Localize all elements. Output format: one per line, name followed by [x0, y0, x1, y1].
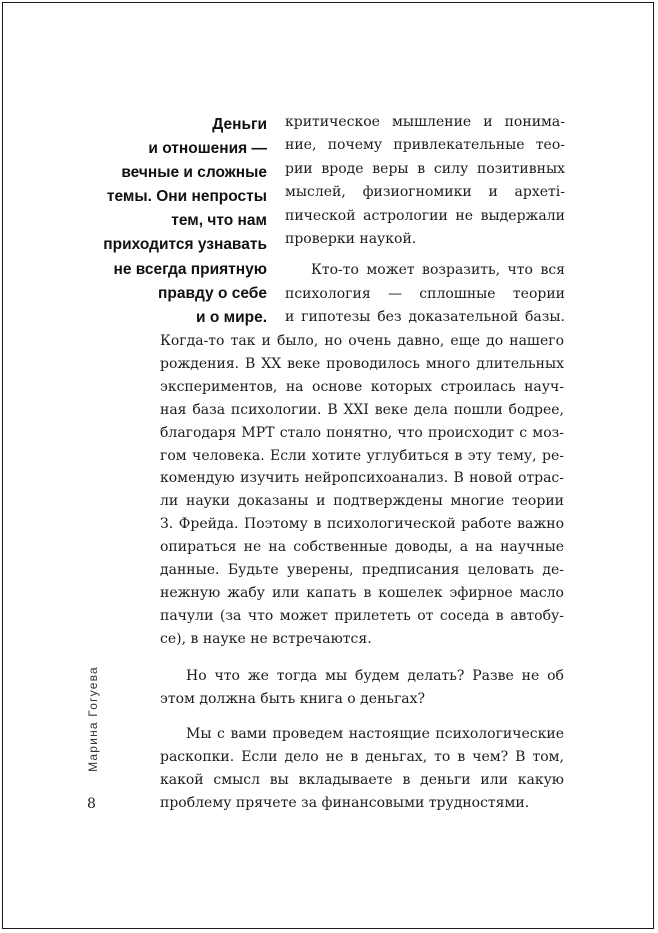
text-line: этом должна быть книга о деньгах? — [160, 690, 426, 707]
text-line: ная база психологии. В XXI веке дела пошли бодрее, — [160, 401, 564, 418]
paragraph — [160, 723, 564, 815]
text-line: З. Фрейда. Поэтому в психологической работе важно — [160, 516, 564, 533]
text-line: психология — сплошные теории — [285, 285, 565, 302]
text-line: опираться не на собственные доводы, а на научные — [160, 539, 564, 556]
page-number: 8 — [87, 796, 96, 812]
pull-quote-line: Деньги — [212, 116, 267, 133]
text-line: проверки наукой. — [285, 231, 417, 248]
pull-quote-line: темы. Они непросты — [106, 188, 267, 206]
pull-quote — [95, 113, 267, 330]
text-line: гом человека. Если хотите углубиться в эту тему, ре- — [160, 447, 564, 464]
text-line: и гипотезы без доказательной базы. — [285, 309, 565, 326]
pull-quote-line: вечные и сложные — [121, 164, 267, 182]
body-text-wide-column — [160, 330, 564, 651]
pull-quote-line: не всегда приятную — [113, 260, 267, 278]
text-line: Но что же тогда мы будем делать? Разве не об — [186, 668, 564, 684]
text-line: пической астрологии не выдержали — [285, 207, 565, 224]
book-page — [2, 2, 654, 929]
text-line: Когда-то так и было, но очень давно, еще до нашего — [160, 333, 564, 349]
text-line: мыслей, физиогномики и археті- — [285, 184, 565, 201]
body-text-narrow-column — [285, 111, 565, 330]
text-line: Кто-то может возразить, что вся — [311, 262, 565, 279]
text-line: се), в науке не встречаются. — [160, 630, 372, 647]
pull-quote-line: тем, что нам — [171, 212, 267, 230]
author-running-head: Марина Гогуева — [86, 666, 100, 772]
text-line: ние, почему привлекательные тео- — [285, 137, 565, 154]
text-line: раскопки. Если дело не в деньгах, то в чем? В том, — [160, 748, 564, 765]
pull-quote-line: и о мире. — [196, 308, 267, 326]
paragraph — [160, 665, 564, 711]
text-line: рождения. В XX веке проводилось много длительных — [160, 355, 564, 372]
text-line: проблему прячете за финансовыми трудностями. — [160, 794, 530, 811]
text-line: Мы с вами проведем настоящие психологические — [186, 726, 564, 742]
text-line: экспериментов, на основе которых строилась науч- — [160, 378, 564, 395]
text-line: пачули (за что может прилететь от соседа в автобу- — [160, 607, 564, 624]
text-line: рии вроде веры в силу позитивных — [285, 160, 565, 177]
pull-quote-line: и отношения — — [148, 140, 267, 158]
text-line: данные. Будьте уверены, предписания целовать де- — [160, 562, 564, 579]
text-line: комендую изучить нейропсихоанализ. В новой отрас- — [160, 470, 564, 487]
text-line: какой смысл вы вкладываете в деньги или какую — [160, 771, 564, 788]
text-line: благодаря МРТ стало понятно, что происходит с моз- — [160, 424, 564, 441]
pull-quote-line: правду о себе — [158, 284, 267, 302]
pull-quote-line: приходится узнавать — [103, 236, 267, 254]
text-line: нежную жабу или капать в кошелек эфирное масло — [160, 584, 564, 601]
text-line: ли науки доказаны и подтверждены многие теории — [160, 493, 564, 510]
text-line: критическое мышление и понима- — [285, 114, 565, 130]
